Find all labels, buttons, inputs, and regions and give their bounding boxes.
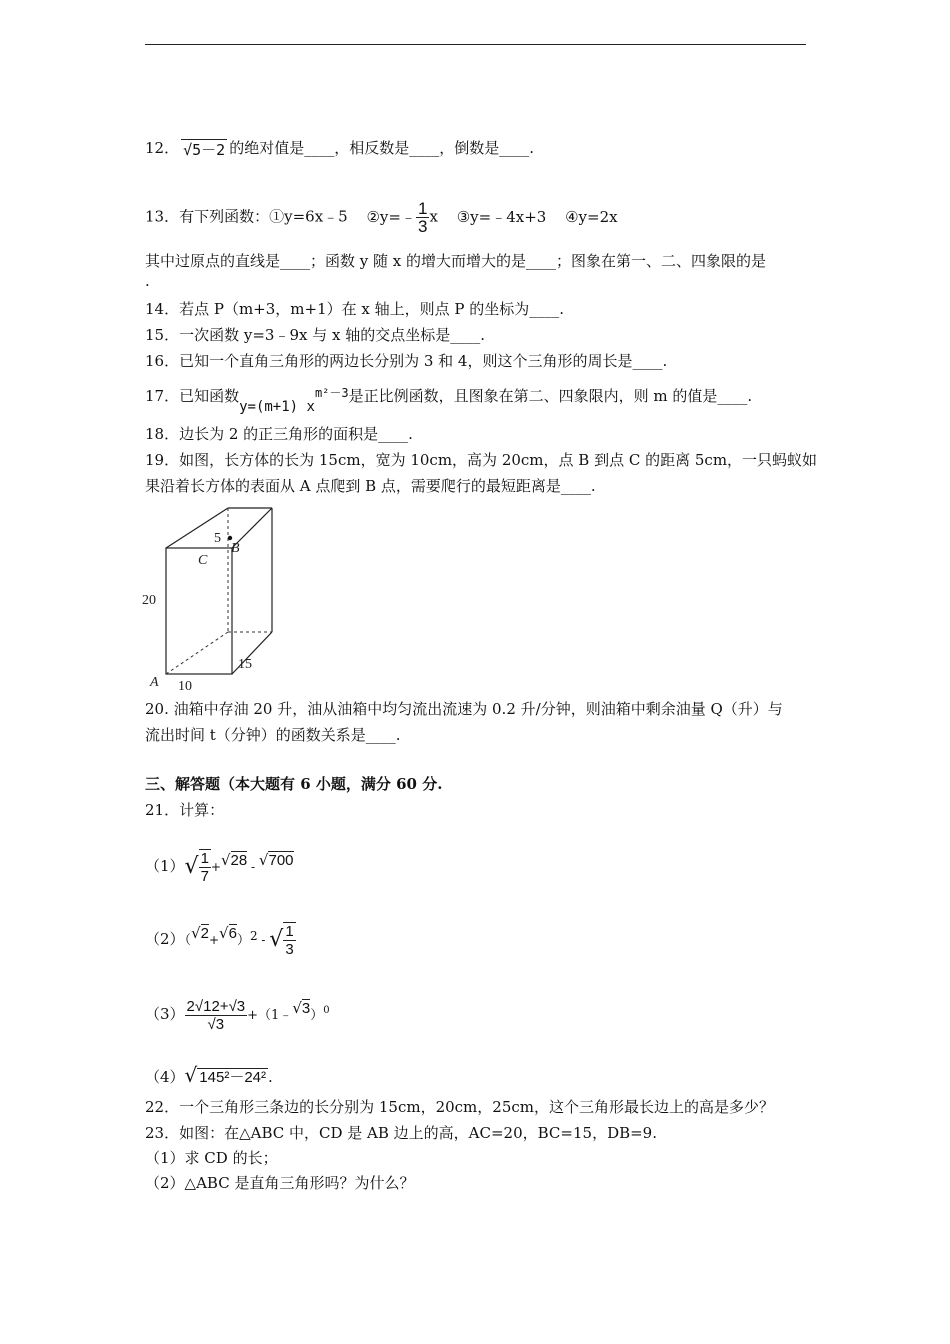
q13-fraction bbox=[416, 200, 429, 235]
question-13 bbox=[145, 200, 618, 235]
q21-part2-radicand-b: 6 bbox=[228, 925, 237, 942]
q21-part2-exponent: 2 bbox=[249, 929, 258, 943]
question-23-line1: 23．如图：在△ABC 中，CD 是 AB 边上的高，AC=20，BC=15，DB=9. bbox=[145, 1124, 657, 1142]
question-21-title: 21．计算： bbox=[145, 801, 225, 819]
q21-part3-num: 2√12+√3 bbox=[186, 997, 246, 1015]
close-paren: ） bbox=[236, 933, 250, 948]
question-19-line2: 果沿着长方体的表面从 A 点爬到 B 点，需要爬行的最短距离是____. bbox=[145, 477, 596, 495]
question-15: 15．一次函数 y=3﹣9x 与 x 轴的交点坐标是____. bbox=[145, 326, 485, 344]
q21-part1 bbox=[145, 840, 294, 885]
question-20-line2: 流出时间 t（分钟）的函数关系是____. bbox=[145, 726, 401, 744]
q21-part3 bbox=[145, 986, 330, 1034]
q13-number: 13． bbox=[145, 207, 180, 226]
question-18: 18．边长为 2 的正三角形的面积是____. bbox=[145, 425, 413, 443]
label-width-10: 10 bbox=[178, 679, 192, 692]
q13-fraction-num: 1 bbox=[417, 199, 428, 218]
q21-part2 bbox=[145, 913, 296, 958]
plus-sign: + bbox=[208, 933, 220, 947]
q13-f4: ④y=2x bbox=[565, 207, 618, 226]
section-3-heading: 三、解答题（本大题有 6 小题，满分 60 分. bbox=[145, 775, 443, 793]
question-16: 16．已知一个直角三角形的两边长分别为 3 和 4，则这个三角形的周长是____. bbox=[145, 352, 668, 370]
sqrt-sign: √ bbox=[258, 851, 269, 869]
label-point-c: C bbox=[198, 553, 208, 568]
q21-part2-fraction bbox=[283, 922, 295, 958]
q12-text: 的绝对值是____，相反数是____，倒数是____. bbox=[229, 139, 534, 157]
label-height-20: 20 bbox=[142, 593, 156, 608]
question-19-line1: 19．如图，长方体的长为 15cm，宽为 10cm，高为 20cm，点 B 到点 C 的距离 5cm，一只蚂蚁如 bbox=[145, 451, 818, 469]
q13-fraction-den: 3 bbox=[417, 217, 428, 236]
q21-part1-num: 1 bbox=[200, 850, 209, 867]
sqrt-sign: √ bbox=[219, 924, 229, 942]
q13-f3: ③y=﹣4x+3 bbox=[456, 207, 547, 226]
q13-lead: 有下列函数：① bbox=[179, 207, 285, 226]
q12-number: 12． bbox=[145, 139, 180, 157]
q21-part1-label: （1） bbox=[145, 857, 185, 875]
question-17 bbox=[145, 386, 753, 415]
q17-math-base: y=(m+1) x bbox=[239, 399, 315, 415]
q21-part1-fraction bbox=[199, 849, 211, 885]
minus-sign: - bbox=[247, 860, 259, 874]
q12-sqrt-expression: √5－2 bbox=[183, 140, 226, 159]
q21-part3-exponent: 0 bbox=[323, 1005, 330, 1016]
label-point-a: A bbox=[150, 675, 159, 690]
q21-part2-radicand-a: 2 bbox=[200, 925, 209, 942]
sqrt-sign: √ bbox=[184, 1063, 198, 1087]
sqrt-sign: √ bbox=[292, 999, 302, 1017]
minus-sign: - bbox=[257, 933, 270, 947]
q13-f2-prefix: ②y=﹣ bbox=[366, 207, 416, 226]
question-23-part2: （2）△ABC 是直角三角形吗？为什么？ bbox=[145, 1174, 415, 1192]
q21-part3-fraction bbox=[185, 998, 248, 1033]
q17-lead: 17．已知函数 bbox=[145, 387, 240, 405]
q17-math-exponent: m²－3 bbox=[314, 386, 349, 400]
question-20-line1: 20. 油箱中存油 20 升，油从油箱中均匀流出流速为 0.2 升/分钟，则油箱中剩余油量 Q（升）与 bbox=[145, 700, 783, 718]
sqrt-sign: √ bbox=[269, 927, 284, 952]
header-rule bbox=[145, 44, 806, 45]
label-point-b: B bbox=[231, 541, 240, 556]
q21-part2-den: 3 bbox=[285, 941, 294, 958]
q13-f2-suffix: x bbox=[429, 207, 438, 226]
q17-text: 是正比例函数，且图象在第二、四象限内，则 m 的值是____. bbox=[348, 387, 753, 405]
box-hidden-edge bbox=[166, 632, 228, 674]
q21-part3-root: 3 bbox=[301, 1000, 311, 1017]
q13-f1: y=6x﹣5 bbox=[284, 207, 348, 226]
label-length-15: 15 bbox=[238, 657, 252, 672]
q21-part2-num: 1 bbox=[285, 923, 294, 940]
sqrt-sign: √ bbox=[191, 924, 201, 942]
q21-part3-label: （3） bbox=[145, 1005, 185, 1023]
box-figure bbox=[140, 502, 290, 692]
label-distance-5: 5 bbox=[214, 531, 221, 546]
question-12 bbox=[145, 138, 534, 160]
q21-part4-end: . bbox=[268, 1068, 273, 1086]
question-23-part1: （1）求 CD 的长； bbox=[145, 1149, 278, 1167]
q21-part3-tail: +（1﹣ bbox=[247, 1008, 293, 1023]
q21-part4 bbox=[145, 1060, 273, 1092]
q21-part4-expression: 145²－24² bbox=[199, 1069, 266, 1086]
sqrt-sign: √ bbox=[220, 851, 231, 869]
q21-part3-den: √3 bbox=[207, 1015, 225, 1033]
open-paren: （ bbox=[184, 933, 192, 948]
close-paren: ） bbox=[310, 1008, 324, 1023]
plus-sign: + bbox=[210, 860, 221, 874]
q21-part4-label: （4） bbox=[145, 1068, 185, 1086]
q21-part1-den: 7 bbox=[200, 868, 209, 885]
question-14: 14．若点 P（m+3，m+1）在 x 轴上，则点 P 的坐标为____. bbox=[145, 300, 565, 318]
q21-part1-radicand-b: 28 bbox=[230, 852, 248, 869]
question-22: 22．一个三角形三条边的长分别为 15cm，20cm，25cm，这个三角形最长边上的高是多少？ bbox=[145, 1098, 774, 1116]
q13-line3: . bbox=[145, 272, 150, 290]
sqrt-sign: √ bbox=[184, 854, 199, 879]
q13-line2: 其中过原点的直线是____；函数 y 随 x 的增大而增大的是____；图象在第一、二、四象限的是 bbox=[145, 252, 767, 270]
q21-part2-label: （2） bbox=[145, 930, 185, 948]
q21-part1-radicand-c: 700 bbox=[268, 852, 294, 869]
point-b-dot bbox=[228, 536, 232, 540]
